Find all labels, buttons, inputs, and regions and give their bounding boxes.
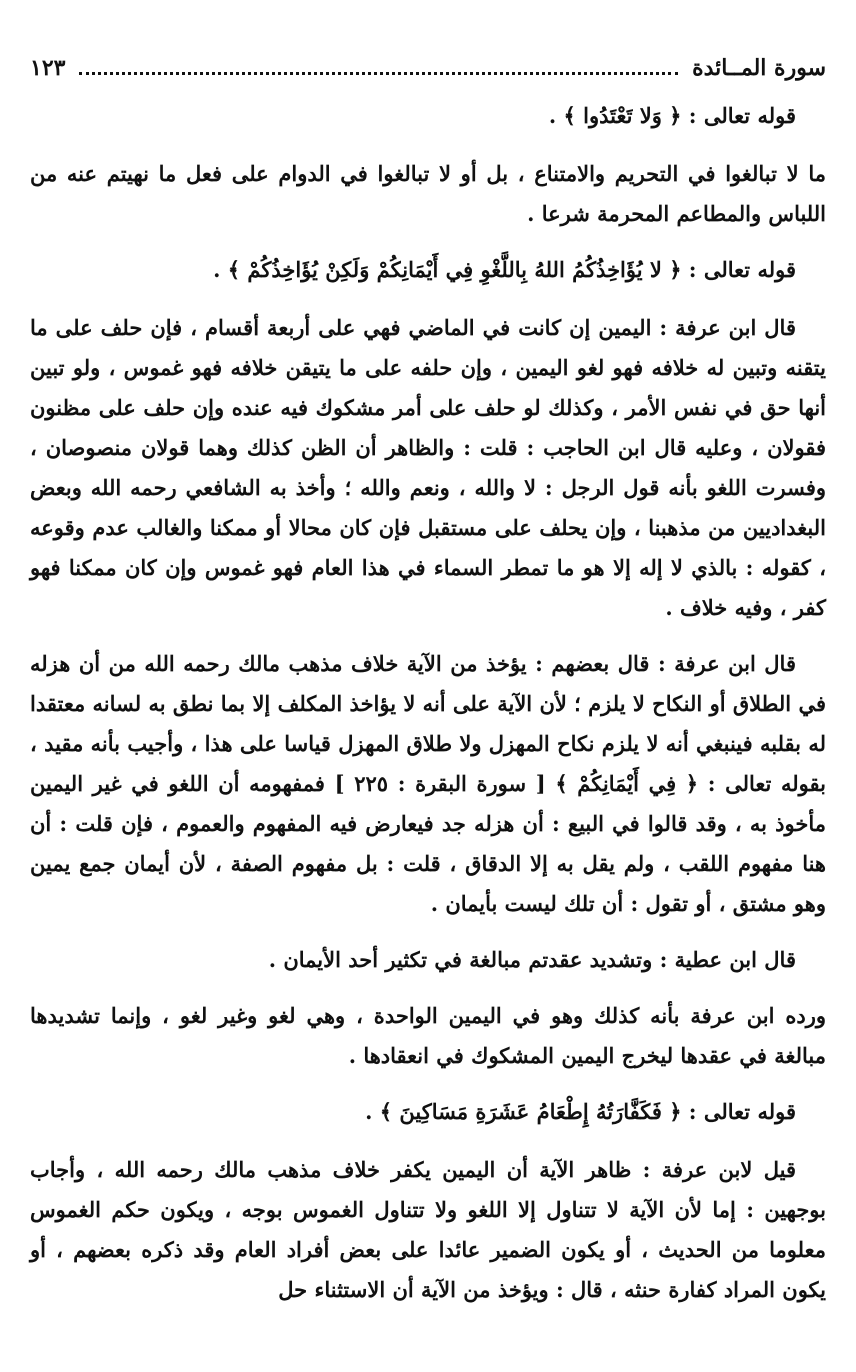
header-dotted-leader <box>79 72 678 75</box>
verse-heading: قوله تعالى : ﴿ لا يُؤَاخِذُكُمُ اللهُ بِاللَّغْوِ فِي أَيْمَانِكُمْ وَلَكِنْ يُؤَاخِذُكُمْ ﴾ . <box>213 257 796 282</box>
page-number: ١٢٣ <box>30 55 66 81</box>
page-header <box>30 48 826 88</box>
paragraph: قال ابن عطية : وتشديد عقدتم مبالغة في تكثير أحد الأيمان . <box>268 947 796 972</box>
paragraph: قال ابن عرفة : اليمين إن كانت في الماضي فهي على أربعة أقسام ، فإن حلف على ما يتقنه وتبين له خلافه فهو لغو اليمين ، وإن حلفه على ما يتيقن خلافه فهو غموس ، ولو تبين أنها حق في نفس الأمر ، وكذلك لو حلف على أمر مشكوك فيه عنده وإن حلف على مظنون فقولان ، وعليه قال ابن الحاجب : قلت : والظاهر أن الظن كذلك وهما قولان منصوصان ، وفسرت اللغو بأنه قول الرجل : لا والله ، ونعم والله ؛ وأخذ به الشافعي رحمه الله وبعض البغداديين من مذهبنا ، وإن يحلف على مستقبل فإن كان محالا أو ممكنا والغالب عدم وقوعه ، كقوله : بالذي لا إله إلا هو ما تمطر السماء في هذا العام فهو غموس وإن كان ممكنا فهو كفر ، وفيه خلاف . <box>30 315 826 620</box>
paragraph: ورده ابن عرفة بأنه كذلك وهو في اليمين الواحدة ، وهي لغو وغير لغو ، وإنما تشديدها مبالغة في عقدها ليخرج اليمين المشكوك في انعقادها . <box>30 1003 826 1068</box>
paragraph: قيل لابن عرفة : ظاهر الآية أن اليمين يكفر خلاف مذهب مالك رحمه الله ، وأجاب بوجهين : إما لأن الآية لا تتناول إلا اللغو ولا تتناول الغموس بوجه ، ويكون حكم الغموس معلوما من الحديث ، أو يكون الضمير عائدا على بعض أفراد العام وقد ذكره بعضهم ، أو يكون المراد كفارة حنثه ، قال : ويؤخذ من الآية أن الاستثناء حل <box>30 1157 826 1302</box>
paragraph: ما لا تبالغوا في التحريم والامتناع ، بل أو لا تبالغوا في الدوام على فعل ما نهيتم عنه من اللباس والمطاعم المحرمة شرعا . <box>30 161 826 226</box>
verse-heading: قوله تعالى : ﴿ فَكَفَّارَتُهُ إِطْعَامُ عَشَرَةِ مَسَاكِينَ ﴾ . <box>365 1099 796 1124</box>
paragraph: قال ابن عرفة : قال بعضهم : يؤخذ من الآية خلاف مذهب مالك رحمه الله من أن هزله في الطلاق أو النكاح لا يلزم ؛ لأن الآية على أنه لا يؤاخذ المكلف إلا بما نطق به لسانه معتقدا له بقلبه فينبغي أنه لا يلزم نكاح المهزل ولا طلاق المهزل قياسا على هذا ، وأجيب بأنه مقيد ، بقوله تعالى : ﴿ فِي أَيْمَانِكُمْ ﴾ [ سورة البقرة : ٢٢٥ ] فمفهومه أن اللغو في غير اليمين مأخوذ به ، وقد قالوا في البيع : أن هزله جد فيعارض فيه المفهوم والعموم ، فإن قلت : أن هنا مفهوم اللقب ، ولم يقل به إلا الدقاق ، قلت : بل مفهوم الصفة ، لأن أيمان جمع يمين وهو مشتق ، أو تقول : أن تلك ليست بأيمان . <box>30 651 826 916</box>
verse-heading: قوله تعالى : ﴿ وَلا تَعْتَدُوا ﴾ . <box>548 103 796 128</box>
surah-title: سورة المــائدة <box>692 55 826 81</box>
